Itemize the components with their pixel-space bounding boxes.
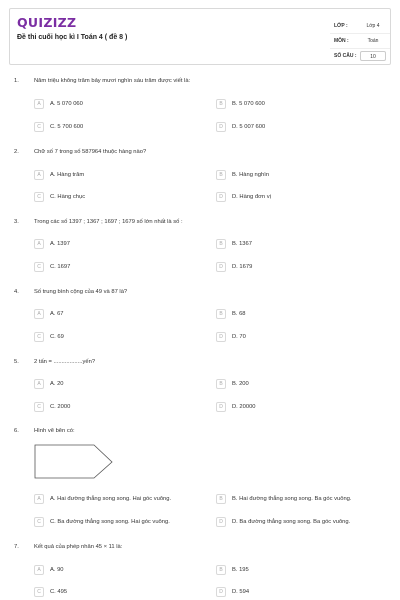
option-text: A. 90: [50, 566, 64, 573]
option-letter-box: B: [216, 99, 226, 109]
question-text: Trong các số 1397 ; 1367 ; 1697 ; 1679 số lớn nhất là số :: [34, 219, 183, 225]
option-text: B. Hai đường thẳng song song. Ba góc vuông.: [232, 495, 352, 502]
question-number: 2.: [14, 149, 19, 155]
question-number: 3.: [14, 219, 19, 225]
meta-class-label: LỚP :: [334, 23, 348, 29]
meta-subject-label: MÔN :: [334, 38, 349, 44]
option-text: B. 5 070 600: [232, 100, 265, 107]
meta-class-value: Lớp 4: [366, 23, 380, 29]
option-letter-box: C: [34, 517, 44, 527]
worksheet-header: [9, 8, 391, 65]
question-number: 1.: [14, 78, 19, 84]
option-text: B. 1367: [232, 240, 252, 247]
option-text: D. Hàng đơn vị: [232, 193, 271, 200]
option-letter-box: C: [34, 192, 44, 202]
option-letter-box: D: [216, 587, 226, 597]
pentagon-figure: [34, 442, 114, 480]
option-text: A. 5 070 060: [50, 100, 83, 107]
option-letter-box: B: [216, 239, 226, 249]
option-letter-box: B: [216, 170, 226, 180]
option-letter-box: D: [216, 122, 226, 132]
question-text: Kết quả của phép nhân 45 × 11 là:: [34, 544, 123, 550]
option-letter-box: B: [216, 494, 226, 504]
option-letter-box: D: [216, 262, 226, 272]
option-text: D. Ba đường thẳng song song. Ba góc vuông.: [232, 518, 351, 525]
question-number: 5.: [14, 359, 19, 365]
option-text: C. 69: [50, 333, 64, 340]
quizizz-logo: QUIZIZZ: [17, 15, 77, 30]
meta-divider: [330, 48, 390, 49]
option-text: C. Ba đường thẳng song song. Hai góc vuông.: [50, 518, 170, 525]
option-letter-box: D: [216, 192, 226, 202]
option-letter-box: C: [34, 587, 44, 597]
option-text: C. Hàng chục: [50, 193, 86, 200]
meta-count-label: SỐ CÂU :: [334, 53, 357, 59]
question-text: 2 tấn = ..................yến?: [34, 359, 96, 365]
pentagon-shape: [35, 445, 112, 478]
option-text: D. 5 007 600: [232, 123, 266, 130]
option-letter-box: D: [216, 332, 226, 342]
option-letter-box: A: [34, 170, 44, 180]
option-text: B. 195: [232, 566, 249, 573]
meta-subject-value: Toán: [367, 38, 379, 44]
exam-title: Đề thi cuối học kì I Toán 4 ( đề 8 ): [17, 34, 128, 41]
option-text: D. 20000: [232, 403, 256, 410]
meta-divider: [330, 33, 390, 34]
option-text: A. Hàng trăm: [50, 171, 85, 178]
option-letter-box: B: [216, 379, 226, 389]
meta-question-count: [328, 51, 390, 63]
question-number: 4.: [14, 289, 19, 295]
option-letter-box: D: [216, 402, 226, 412]
option-text: B. 68: [232, 310, 246, 317]
option-text: C. 495: [50, 588, 68, 595]
option-letter-box: A: [34, 99, 44, 109]
option-text: C. 2000: [50, 403, 71, 410]
option-letter-box: A: [34, 309, 44, 319]
option-letter-box: C: [34, 262, 44, 272]
option-letter-box: A: [34, 239, 44, 249]
option-letter-box: A: [34, 379, 44, 389]
option-letter-box: B: [216, 309, 226, 319]
option-text: A. 1397: [50, 240, 70, 247]
meta-subject: [328, 36, 390, 48]
option-text: A. 20: [50, 380, 64, 387]
question-text: Năm triệu không trăm bảy mươi nghìn sáu trăm được viết là:: [34, 78, 191, 84]
option-letter-box: B: [216, 565, 226, 575]
option-text: C. 1697: [50, 263, 71, 270]
option-text: B. Hàng nghìn: [232, 171, 270, 178]
option-letter-box: D: [216, 517, 226, 527]
option-text: A. 67: [50, 310, 64, 317]
option-letter-box: A: [34, 494, 44, 504]
meta-count-value: 10: [360, 51, 386, 61]
option-text: C. 5 700 600: [50, 123, 84, 130]
option-letter-box: C: [34, 402, 44, 412]
option-text: A. Hai đường thẳng song song. Hai góc vuông.: [50, 495, 172, 502]
option-text: D. 70: [232, 333, 246, 340]
option-text: D. 594: [232, 588, 250, 595]
option-letter-box: C: [34, 332, 44, 342]
option-text: D. 1679: [232, 263, 253, 270]
question-number: 7.: [14, 544, 19, 550]
meta-class: [328, 21, 390, 33]
question-text: Hình vẽ bên có:: [34, 428, 75, 434]
option-letter-box: C: [34, 122, 44, 132]
question-text: Số trung bình cộng của 49 và 87 là?: [34, 289, 128, 295]
option-text: B. 200: [232, 380, 249, 387]
question-number: 6.: [14, 428, 19, 434]
question-text: Chữ số 7 trong số 587964 thuộc hàng nào?: [34, 149, 147, 155]
option-letter-box: A: [34, 565, 44, 575]
